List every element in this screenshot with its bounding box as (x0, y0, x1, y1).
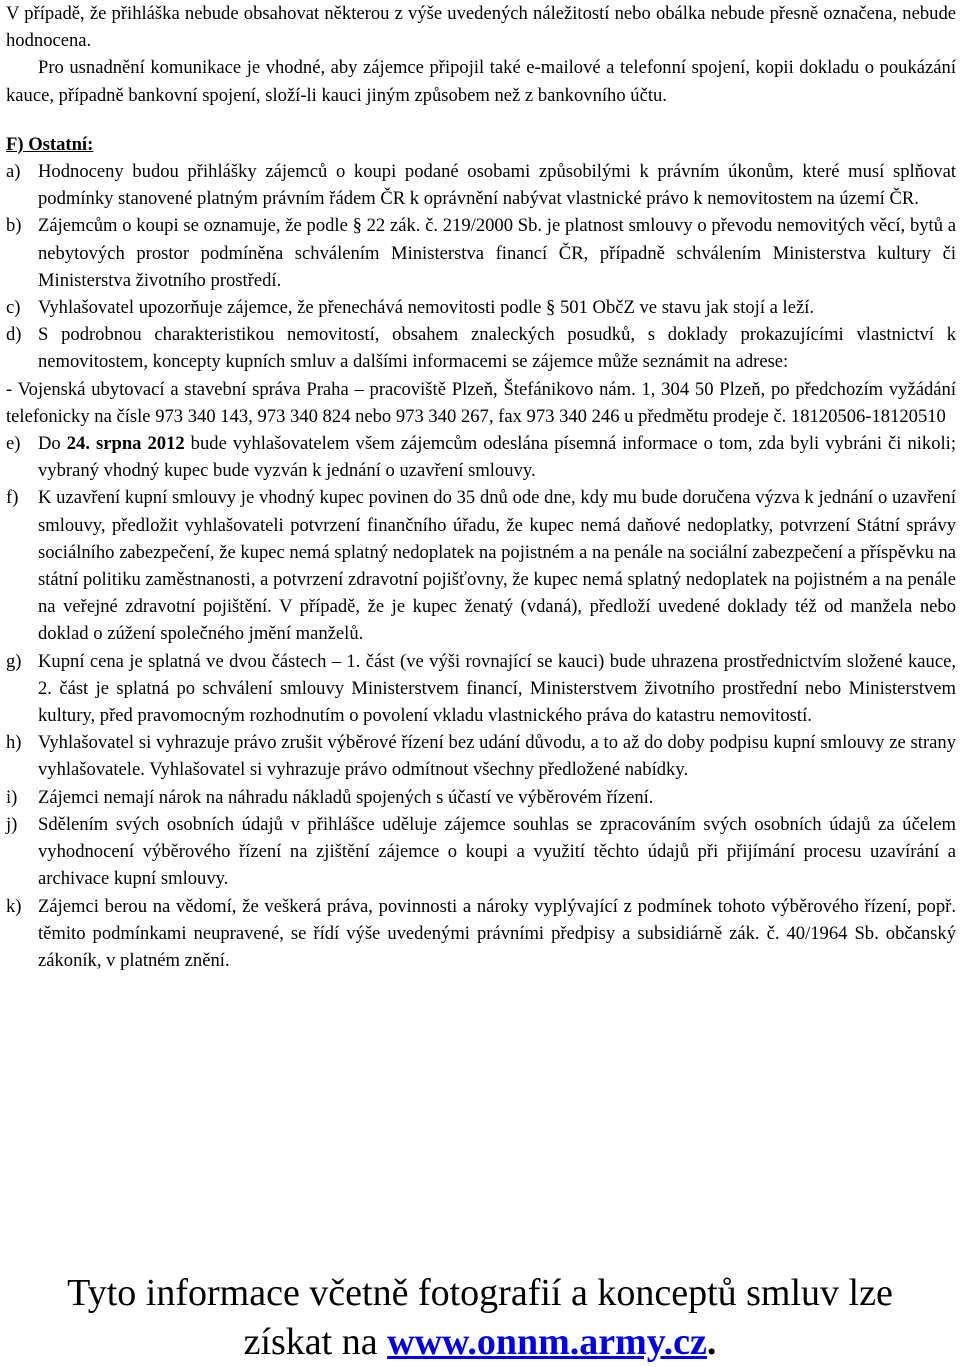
list-item-j (6, 811, 956, 893)
list-text-post: bude vyhlašovatelem všem zájemcům odeslána písemná informace o tom, zda byli vybráni či nikoli; vybraný vhodný kupec bude vyzván k jednání o uzavření smlouvy. (38, 433, 957, 482)
list-label: a) (6, 161, 21, 183)
list-item-d (6, 321, 956, 375)
date-month-year: srpna 2012 (96, 433, 185, 455)
list-text: Sdělením svých osobních údajů v přihlášce uděluje zájemce souhlas se zpracováním svých osobních údajů za účelem vyhodnocení výběrového řízení na zjištění zájemce o koupi a využití těchto údajů při přijímání procesu uzavírání a archivace kupní smlouvy. (38, 813, 956, 890)
list-text-pre: Do (38, 433, 67, 455)
list-label: b) (6, 215, 22, 237)
list-item-f (6, 484, 956, 647)
list-label: g) (6, 650, 22, 672)
list-text: K uzavření kupní smlouvy je vhodný kupec povinen do 35 dnů ode dne, kdy mu bude doručena výzva k jednání o uzavření smlouvy, předložit vyhlašovateli potvrzení finančního úřadu, že kupec nemá daňové nedoplatky, potvrzení Státní správy sociálního zabezpečení, že kupec nemá splatný nedoplatek na pojistném a na penále na sociální zabezpečení a příspěvku na státní politiku zaměstnanosti, a potvrzení zdravotní pojišťovny, že kupec nemá splatný nedoplatek na pojistném a na penále na veřejné zdravotní pojištění. V případě, že je kupec ženatý (vdaná), předloží uvedené doklady též od manžela nebo doklad o zúžení společného jmění manželů. (38, 487, 956, 645)
list-label: i) (6, 786, 18, 808)
section-heading: F) Ostatní: (6, 133, 94, 155)
list-text: Hodnoceny budou přihlášky zájemců o koupi podané osobami způsobilými k právním úkonům, které musí splňovat podmínky stanovené platným právním řádem ČR k oprávnění nabývat vlastnické právo k nemovitostem na území ČR. (38, 161, 956, 210)
website-link[interactable]: www.onnm.army.cz (387, 1321, 707, 1363)
address-paragraph: - Vojenská ubytovací a stavební správa Praha – pracoviště Plzeň, Štefánikovo nám. 1, 304 50 Plzeň, po předchozím vyžádání telefonicky na čísle 973 340 143, 973 340 824 nebo 973 340 267, fax 973 340 246 u předmětu prodeje č. 18120506-18120510 (6, 378, 956, 427)
list-item-a (6, 158, 956, 212)
list-item-c (6, 294, 956, 321)
list-text: S podrobnou charakteristikou nemovitostí, obsahem znaleckých posudků, s doklady prokazujícími vlastnictví k nemovitostem, koncepty kupních smluv a dalšími informacemi se zájemce může seznámit na adrese: (38, 324, 956, 373)
list-item-b (6, 212, 956, 294)
list-item-i (6, 784, 956, 811)
list-label: d) (6, 324, 22, 346)
list-item-k (6, 893, 956, 975)
list-label: j) (6, 813, 18, 835)
document-page (6, 0, 956, 974)
list-text: Zájemci nemají nárok na náhradu nákladů spojených s účastí ve výběrovém řízení. (38, 786, 654, 808)
list-label: k) (6, 895, 22, 917)
list-label: c) (6, 297, 21, 319)
footer-notice (0, 1269, 960, 1367)
footer-period: . (706, 1321, 717, 1363)
list-item-e (6, 430, 956, 484)
list-text: Kupní cena je splatná ve dvou částech – 1. část (ve výši rovnající se kauci) bude uhrazena prostřednictvím složené kauce, 2. část je splatná po schválení smlouvy Ministerstvem financí, Ministerstvem životního prostřední nebo Ministerstvem kultury, před pravomocným rozhodnutím o povolení vkladu vlastnického práva do katastru nemovitostí. (38, 650, 956, 727)
list-label: h) (6, 732, 22, 754)
date-day: 24. (66, 433, 90, 455)
list-text: Zájemci berou na vědomí, že veškerá práva, povinnosti a nároky vyplývající z podmínek tohoto výběrového řízení, popř. těmito podmínkami neupravené, se řídí výše uvedenými právními předpisy a subsidiárně zák. č. 40/1964 Sb. občanský zákoník, v platném znění. (38, 895, 956, 971)
list-item-g (6, 648, 956, 730)
intro-paragraph-1: V případě, že přihláška nebude obsahovat některou z výše uvedených náležitostí nebo obálka nebude přesně označena, nebude hodnocena. (6, 3, 956, 52)
list-item-h (6, 729, 956, 783)
footer-line-2 (0, 1318, 960, 1367)
list-text: Vyhlašovatel si vyhrazuje právo zrušit výběrové řízení bez udání důvodu, a to až do doby podpisu kupní smlouvy ze strany vyhlašovatele. Vyhlašovatel si vyhrazuje právo odmítnout všechny předložené nabídky. (38, 732, 956, 781)
list-label: f) (6, 487, 19, 509)
list-text: Zájemcům o koupi se oznamuje, že podle § 22 zák. č. 219/2000 Sb. je platnost smlouvy o převodu nemovitých věcí, bytů a nebytových prostor podmíněna schválením Ministerstva financí ČR, případně schválením Ministerstva kultury či Ministerstva životního prostředí. (38, 215, 956, 291)
list-text: Vyhlašovatel upozorňuje zájemce, že přenechává nemovitosti podle § 501 ObčZ ve stavu jak stojí a leží. (38, 297, 815, 319)
intro-paragraph-2: Pro usnadnění komunikace je vhodné, aby zájemce připojil také e-mailové a telefonní spojení, kopii dokladu o poukázání kauce, případně bankovní spojení, složí-li kauci jiným způsobem než z bankovního účtu. (6, 57, 956, 106)
footer-line-2-text: získat na (243, 1321, 388, 1363)
footer-line-1: Tyto informace včetně fotografií a konceptů smluv lze (67, 1272, 893, 1314)
list-label: e) (6, 433, 21, 455)
